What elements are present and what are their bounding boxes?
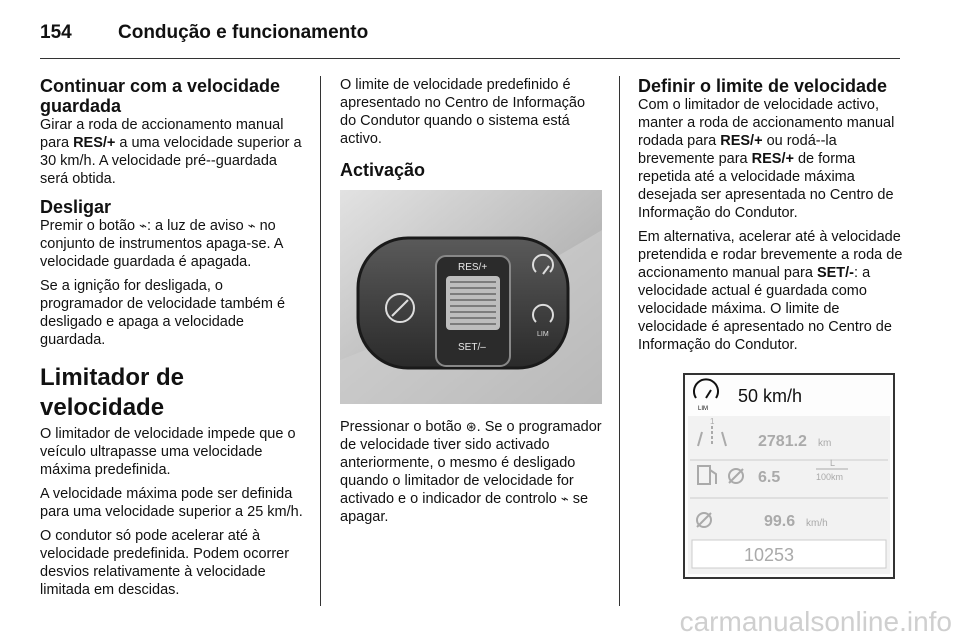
column-divider-2 xyxy=(619,76,620,606)
limit-speed: 50 km/h xyxy=(738,386,803,406)
speed-limiter-button-icon: ⊛ xyxy=(465,419,477,434)
paragraph-desligar: Premir o botão ⌁: a luz de aviso ⌁ no conjunto de instrumentos apaga-se. A velocidade guardada é apagada. xyxy=(40,218,283,270)
column-3 xyxy=(638,76,904,584)
set-label: SET/– xyxy=(458,342,486,353)
paragraph-ignicao: Se a ignição for desligada, o programador de velocidade também é desligado e apaga a velocidade guardada. xyxy=(40,278,286,348)
paragraph-pressionar: Pressionar o botão ⊛. Se o programador de velocidade tiver sido activado anteriormente, o mesmo é desligado quando o limitador de velocidade for activado e o indicador de controlo ⌁ se apagar. xyxy=(340,419,602,525)
svg-text:1: 1 xyxy=(710,417,715,426)
paragraph-limite: O limite de velocidade predefinido é apresentado no Centro de Informação do Condutor quando o sistema está activo. xyxy=(340,77,586,147)
avg-speed-unit: km/h xyxy=(806,518,828,529)
cruise-control-icon: ⌁ xyxy=(560,491,569,506)
steering-wheel-controls-image xyxy=(340,190,602,404)
heading-continue: Continuar com a velocidade guardada xyxy=(40,76,281,116)
heading-limitador: Limitador de velocidade xyxy=(40,364,185,421)
svg-text:LIM: LIM xyxy=(537,331,549,338)
paragraph-limitador: O limitador de velocidade impede que o veículo ultrapasse uma velocidade máxima predefinida. xyxy=(40,426,296,478)
column-2 xyxy=(340,76,602,532)
cruise-control-off-icon: ⌁ xyxy=(139,218,147,233)
cruise-control-icon: ⌁ xyxy=(247,218,256,233)
paragraph-definir: Com o limitador de velocidade activo, manter a roda de accionamento manual rodada para RES/+ ou rodá--la brevemente para RES/+ de forma repetida até a velocidade máxima desejada ser apresentada no Centro de Informação do Condutor. xyxy=(638,97,895,221)
odometer-value: 10253 xyxy=(744,545,795,565)
paragraph-maxima: A velocidade máxima pode ser definida para uma velocidade superior a 25 km/h. xyxy=(40,486,303,520)
heading-activacao: Activação xyxy=(340,160,426,180)
driver-info-display-image xyxy=(638,368,900,584)
heading-definir: Definir o limite de velocidade xyxy=(638,76,888,96)
page-title: Condução e funcionamento xyxy=(118,22,369,43)
heading-desligar: Desligar xyxy=(40,197,112,217)
header-divider xyxy=(40,58,900,59)
fuel-unit-top: L xyxy=(830,458,836,468)
trip-value: 2781.2 xyxy=(758,433,807,450)
lim-label: LIM xyxy=(698,406,709,412)
column-divider-1 xyxy=(320,76,321,606)
page-header xyxy=(40,14,900,54)
page-number: 154 xyxy=(40,22,72,43)
fuel-value: 6.5 xyxy=(758,469,781,486)
res-label: RES/+ xyxy=(458,262,488,273)
paragraph-condutor: O condutor só pode acelerar até à velocidade predefinida. Podem ocorrer desvios relativamente à velocidade limitada em descidas. xyxy=(40,528,290,598)
paragraph-alternativa: Em alternativa, acelerar até à velocidade pretendida e rodar brevemente a roda de accionamento manual para SET/-: a velocidade actual é guardada como velocidade máxima. O limite de velocidade é apresentado no Centro de Informação do Condutor. xyxy=(638,229,903,353)
avg-speed-value: 99.6 xyxy=(764,513,796,530)
watermark: carmanualsonline.info xyxy=(679,606,952,637)
paragraph-continue: Girar a roda de accionamento manual para RES/+ a uma velocidade superior a 30 km/h. A velocidade pré--guardada será obtida. xyxy=(40,117,302,187)
fuel-unit-bottom: 100km xyxy=(816,472,844,482)
trip-unit: km xyxy=(818,438,832,449)
column-1 xyxy=(40,76,306,605)
